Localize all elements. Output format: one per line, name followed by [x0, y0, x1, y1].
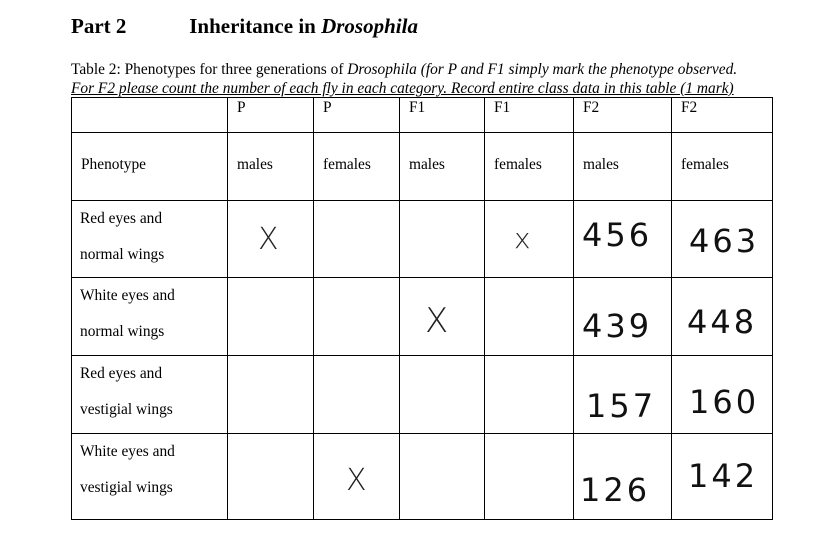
section-title: Inheritance in Drosophila [189, 14, 418, 38]
handwritten-mark: X [346, 463, 367, 498]
table-cell [574, 278, 672, 356]
table-cell [485, 201, 574, 278]
header-cell: P [228, 98, 314, 133]
handwritten-count: 126 [580, 471, 651, 509]
header-cell: females [485, 133, 574, 201]
header-cell: females [314, 133, 400, 201]
header-cell: P [314, 98, 400, 133]
table-cell [228, 278, 314, 356]
table-cell [485, 278, 574, 356]
table-cell [672, 356, 773, 434]
table-row [72, 356, 773, 434]
table-cell [400, 434, 485, 520]
table-cell [400, 356, 485, 434]
table-cell [400, 201, 485, 278]
table-cell [400, 278, 485, 356]
part-number: Part 2 [71, 14, 127, 38]
header-cell: males [228, 133, 314, 201]
header-cell: F2 [574, 98, 672, 133]
table-cell [314, 434, 400, 520]
header-cell: females [672, 133, 773, 201]
header-cell: F1 [400, 98, 485, 133]
header-cell: males [400, 133, 485, 201]
phenotype-label: White eyes and normal wings [72, 278, 228, 356]
phenotype-label: Red eyes and vestigial wings [72, 356, 228, 434]
table-cell [485, 434, 574, 520]
handwritten-mark: X [258, 222, 279, 257]
phenotype-column-header: Phenotype [72, 133, 228, 201]
table-cell [574, 201, 672, 278]
phenotype-label: Red eyes and normal wings [72, 201, 228, 278]
header-cell: males [574, 133, 672, 201]
handwritten-count: 439 [582, 307, 653, 345]
handwritten-count: 160 [689, 383, 760, 421]
table-cell [672, 201, 773, 278]
table-cell [672, 434, 773, 520]
phenotype-table [71, 97, 773, 520]
table-cell [314, 201, 400, 278]
table-cell [574, 434, 672, 520]
table-row [72, 434, 773, 520]
handwritten-mark: X [425, 301, 449, 341]
caption-line-1: Table 2: Phenotypes for three generations of Drosophila (for P and F1 simply mark the phenotype observed. [71, 61, 738, 78]
header-cell: F1 [485, 98, 574, 133]
table-cell [574, 356, 672, 434]
header-cell [72, 98, 228, 133]
table-cell [314, 356, 400, 434]
table-cell [314, 278, 400, 356]
table-cell [672, 278, 773, 356]
phenotype-label: White eyes and vestigial wings [72, 434, 228, 520]
table-row [72, 278, 773, 356]
table-cell [228, 434, 314, 520]
generation-header-row [72, 98, 773, 133]
sex-header-row [72, 133, 773, 201]
table-cell [485, 356, 574, 434]
handwritten-count: 142 [688, 457, 759, 495]
table-cell [228, 201, 314, 278]
caption-line-2: For F2 please count the number of each fly in each category. Record entire class data in this table (1 mark) [71, 80, 734, 97]
handwritten-count: 157 [586, 387, 657, 425]
handwritten-count: 448 [687, 303, 758, 341]
table-row [72, 201, 773, 278]
handwritten-count: 463 [689, 222, 760, 260]
section-heading [71, 14, 418, 39]
handwritten-mark: x [514, 222, 531, 255]
table-cell [228, 356, 314, 434]
header-cell: F2 [672, 98, 773, 133]
table-caption [71, 60, 737, 98]
handwritten-count: 456 [582, 216, 653, 254]
